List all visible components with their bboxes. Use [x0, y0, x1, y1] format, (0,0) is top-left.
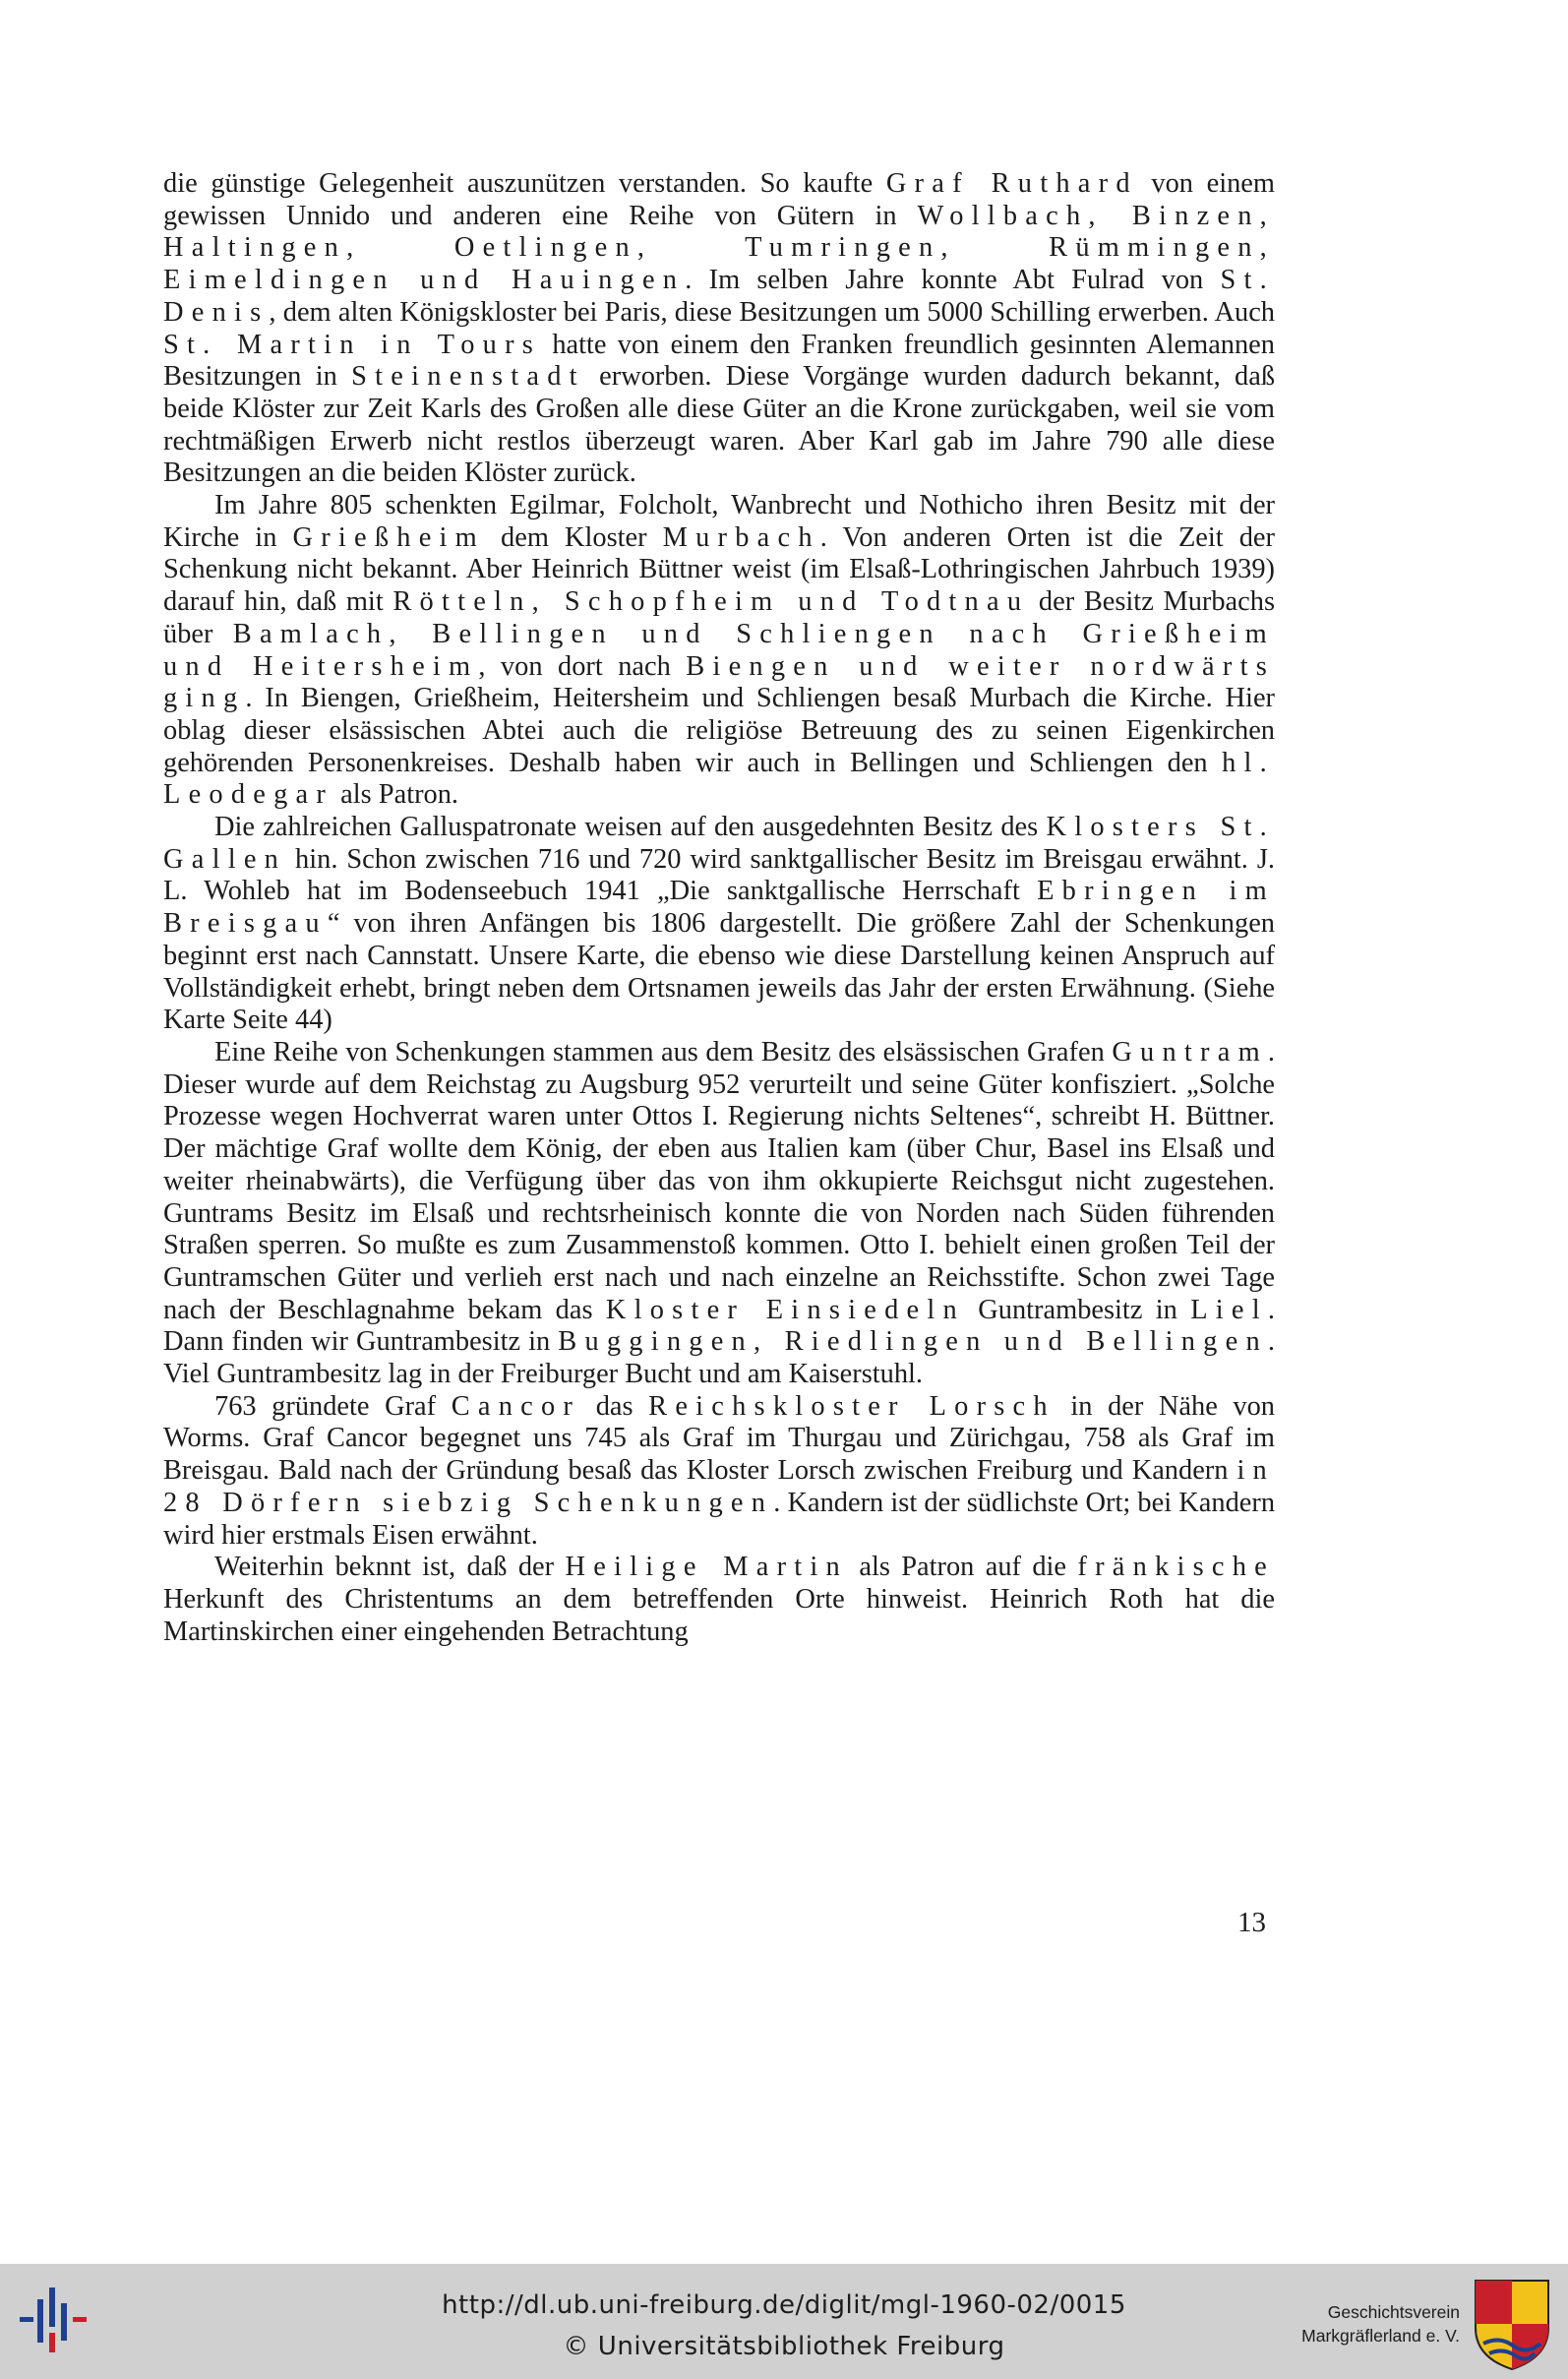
spaced-emphasis: Bamlach, Bellingen und Schliengen nach Grießheim und Heitersheim: [163, 618, 1275, 682]
spaced-emphasis: in 28 Dörfern siebzig Schenkungen: [163, 1455, 1275, 1518]
text-run: erworben. Diese Vorgänge wurden dadurch bekannt, daß beide Klöster zur Zeit Karls des Großen alle diese Güter an die Krone zurückgaben, weil sie vom rechtmäßigen Erwerb nicht restlos überzeugt waren. Aber Karl gab im Jahre 790 alle diese Besitzungen an die beiden Klöster zurück.: [163, 361, 1276, 489]
spaced-emphasis: Wollbach, Binzen, Haltingen, Oetlingen, Tumringen, Rümmingen, Eimeldingen und Hauingen: [163, 200, 1276, 296]
spaced-emphasis: Guntram: [1112, 1036, 1268, 1068]
spaced-emphasis: Heilige Martin: [565, 1552, 848, 1583]
paragraph: [163, 1391, 1275, 1553]
text-run: . Dann finden wir Guntrambesitz in: [163, 1294, 1275, 1358]
spaced-emphasis: Rötteln, Schopfheim und Todtnau: [392, 586, 1030, 618]
text-run: . In Biengen, Grießheim, Heitersheim und Schliengen besaß Murbach die Kirche. Hier oblag dieser elsässischen Abtei auch die religiöse Betreuung des zu seinen Eigenkirchen gehörenden Personenkreises. Deshalb haben wir auch in Bellingen und Schliengen den: [163, 683, 1275, 778]
spaced-emphasis: Klosters St. Gallen: [163, 812, 1275, 875]
text-run: “ von ihren Anfängen bis 1806 dargestellt. Die größere Zahl der Schenkungen beginnt erst nach Cannstatt. Unsere Karte, die ebenso wie diese Darstellung keinen Anspruch auf Vollständigkeit erhebt, bringt neben dem Ortsnamen jeweils das Jahr der ersten Erwähnung. (Siehe Karte Seite 44): [163, 908, 1275, 1036]
text-run: Im Jahre 805 schenkten Egilmar, Folcholt, Wanbrecht und Nothicho ihren Besitz mit der Kirche in: [163, 490, 1275, 553]
text-run: Weiterhin beknnt ist, daß der: [214, 1552, 566, 1583]
text-run: das: [580, 1390, 649, 1422]
text-run: Herkunft des Christentums an dem betreffenden Orte hinweist. Heinrich Roth hat die Martinskirchen einer eingehenden Betrachtung: [163, 1583, 1275, 1647]
spaced-emphasis: Liel: [1190, 1294, 1268, 1325]
text-run: . Kandern ist der südlichste Ort; bei Kandern wird hier erstmals Eisen erwähnt.: [163, 1487, 1276, 1551]
coat-of-arms-icon: [1470, 2275, 1554, 2373]
body-text: [163, 168, 1275, 1648]
paragraph: [163, 168, 1275, 490]
text-run: 763 gründete Graf: [214, 1390, 452, 1422]
spaced-emphasis: Kloster Einsiedeln: [605, 1294, 965, 1325]
text-run: . Im selben Jahre konnte Abt Fulrad von: [685, 265, 1221, 296]
text-run: . Viel Guntrambesitz lag in der Freiburger Bucht und am Kaiserstuhl.: [163, 1326, 1275, 1390]
text-run: , von dort nach: [478, 650, 687, 682]
spaced-emphasis: Grießheim: [292, 521, 485, 553]
society-name: [1263, 2300, 1460, 2348]
spaced-emphasis: Graf Ruthard: [885, 168, 1138, 199]
paragraph: [163, 1552, 1275, 1648]
text-run: die günstige Gelegenheit auszunützen verstanden. So kaufte: [163, 168, 886, 199]
text-run: , dem alten Königskloster bei Paris, diese Besitzungen um 5000 Schilling erwerben. Auch: [269, 296, 1275, 328]
spaced-emphasis: Ebringen im Breisgau: [163, 876, 1275, 940]
text-run: Eine Reihe von Schenkungen stammen aus dem Besitz des elsässischen Grafen: [214, 1036, 1113, 1068]
text-run: . Von anderen Orten ist die Zeit der Schenkung nicht bekannt. Aber Heinrich Büttner weist (im Elsaß-Lothringischen Jahrbuch 1939) darauf hin, daß mit: [163, 521, 1275, 618]
footer-copyright: © Universitätsbibliothek Freiburg: [563, 2332, 1005, 2361]
spaced-emphasis: Buggingen, Riedlingen und Bellingen: [558, 1326, 1268, 1358]
text-run: dem Kloster: [485, 521, 663, 553]
society-name-line2: Markgräflerland e. V.: [1301, 2326, 1460, 2346]
society-name-line1: Geschichtsverein: [1327, 2302, 1460, 2322]
spaced-emphasis: Steinenstadt: [351, 361, 585, 393]
footer-permalink[interactable]: http://dl.ub.uni-freiburg.de/diglit/mgl-1960-02/0015: [442, 2290, 1126, 2320]
text-run: der Besitz Murbachs über: [163, 586, 1275, 649]
text-run: als Patron auf die: [847, 1552, 1078, 1583]
text-run: hin. Schon zwischen 716 und 720 wird sanktgallischer Besitz im Breisgau erwähnt. J. L. Wohleb hat im Bodenseebuch 1941 „Die sanktgallische Herrschaft: [163, 843, 1275, 907]
spaced-emphasis: Murbach: [662, 521, 820, 553]
text-run: . Dieser wurde auf dem Reichstag zu Augsburg 952 verurteilt und seine Güter konfisziert. „Solche Prozesse wegen Hochverrat waren unter Ottos I. Regierung nichts Seltenes“, schreibt H. Büttner. Der mächtige Graf wollte dem König, der eben aus Italien kam (über Chur, Basel ins Elsaß und weiter rheinabwärts), die Verfügung über das von ihm okkupierte Reichsgut nicht zugestehen. Guntrams Besitz im Elsaß und rechtsrheinisch konnte die von Norden nach Süden führenden Straßen sperren. So mußte es zum Zusammenstoß kommen. Otto I. behielt einen großen Teil der Guntramschen Güter und verlieh erst nach und nach einzelne an Reichsstifte. Schon zwei Tage nach der Beschlagnahme bekam das: [163, 1036, 1275, 1325]
spaced-emphasis: St. Martin in Tours: [163, 329, 542, 360]
text-run: hatte von einem den Franken freundlich gesinnten Alemannen Besitzungen in: [163, 329, 1275, 393]
text-run: als Patron.: [333, 779, 459, 811]
text-run: Guntrambesitz in: [964, 1294, 1191, 1325]
spaced-emphasis: Reichskloster Lorsch: [648, 1390, 1055, 1422]
paragraph: [163, 490, 1275, 812]
spaced-emphasis: Biengen und weiter nordwärts ging: [163, 650, 1275, 714]
spaced-emphasis: Cancor: [451, 1390, 581, 1422]
text-run: Die zahlreichen Galluspatronate weisen auf den ausgedehnten Besitz des: [214, 812, 1047, 843]
paragraph: [163, 1037, 1275, 1391]
text-run: von einem gewissen Unnido und anderen eine Reihe von Gütern in: [163, 168, 1275, 231]
spaced-emphasis: hl. Leodegar: [163, 747, 1275, 811]
text-run: in der Nähe von Worms. Graf Cancor begegnet uns 745 als Graf im Thurgau und Zürichgau, 758 als Graf im Breisgau. Bald nach der Gründung besaß das Kloster Lorsch zwischen Freiburg und Kandern: [163, 1390, 1276, 1487]
paragraph: [163, 812, 1275, 1037]
spaced-emphasis: St. Denis: [163, 265, 1275, 328]
spaced-emphasis: fränkische: [1077, 1552, 1275, 1583]
page-number: 13: [1237, 1907, 1266, 1938]
